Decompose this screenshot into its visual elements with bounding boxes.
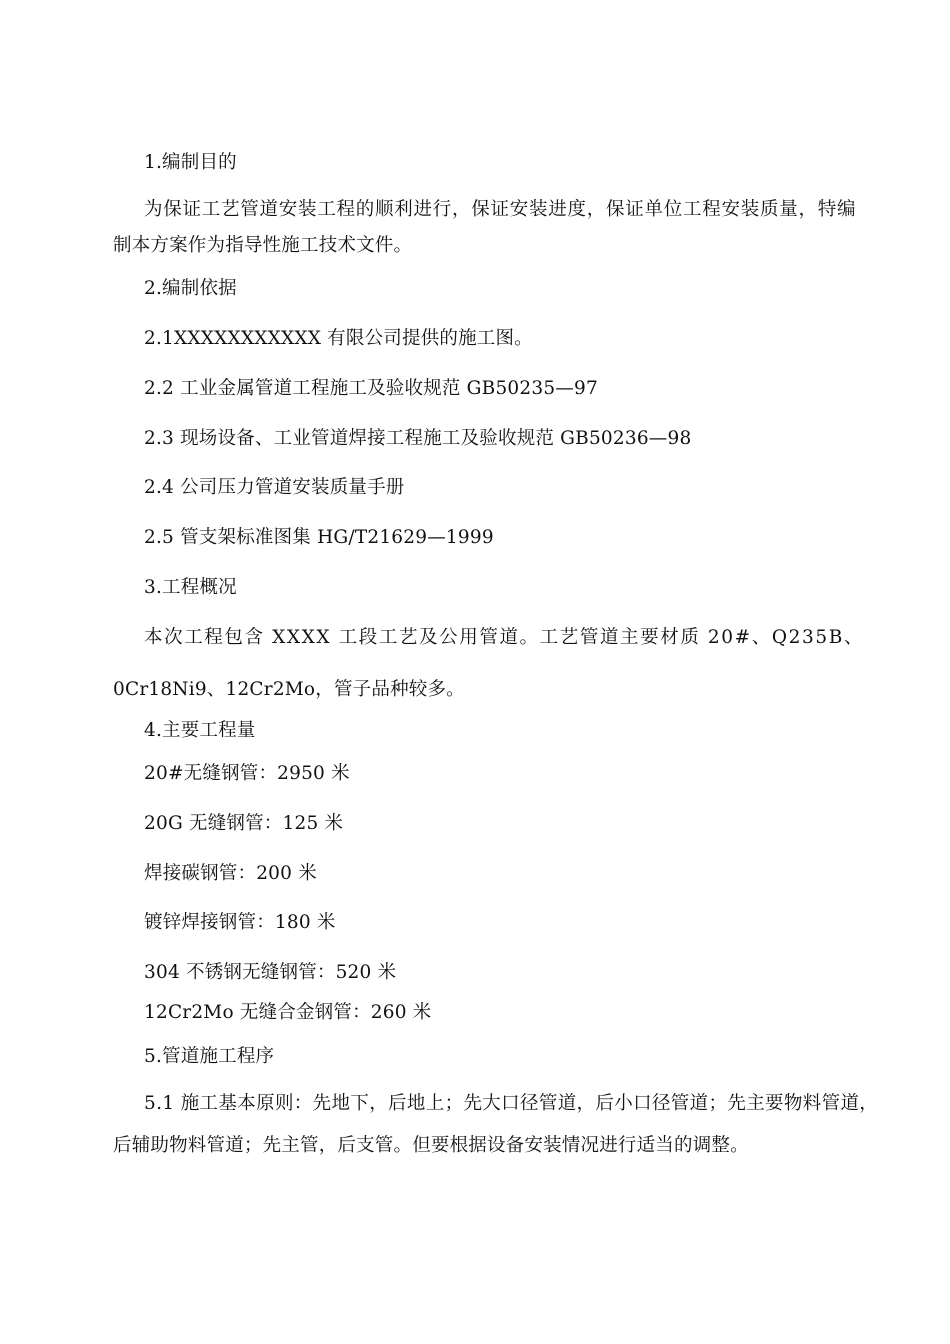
section-2-3: 2.3 现场设备、工业管道焊接工程施工及验收规范 GB50236—98 (144, 428, 692, 449)
section-3-paragraph-line-1: 本次工程包含 XXXX 工段工艺及公用管道。工艺管道主要材质 20#、Q235B、 (144, 627, 865, 648)
quantity-item-1: 20#无缝钢管：2950 米 (144, 763, 350, 784)
section-2-4: 2.4 公司压力管道安装质量手册 (144, 477, 405, 498)
section-1-paragraph-line-1: 为保证工艺管道安装工程的顺利进行，保证安装进度，保证单位工程安装质量，特编 (144, 199, 857, 220)
section-1-paragraph-line-2: 制本方案作为指导性施工技术文件。 (113, 235, 413, 256)
section-2-2: 2.2 工业金属管道工程施工及验收规范 GB50235—97 (144, 378, 598, 399)
section-5-heading: 5.管道施工程序 (144, 1046, 275, 1067)
section-5-1-line-1: 5.1 施工基本原则：先地下，后地上；先大口径管道，后小口径管道；先主要物料管道， (144, 1093, 879, 1114)
section-5-1-line-2: 后辅助物料管道；先主管，后支管。但要根据设备安装情况进行适当的调整。 (113, 1135, 749, 1156)
section-3-paragraph-line-2: 0Cr18Ni9、12Cr2Mo，管子品种较多。 (113, 679, 465, 700)
quantity-item-3: 焊接碳钢管：200 米 (144, 863, 317, 884)
section-2-1: 2.1XXXXXXXXXXX 有限公司提供的施工图。 (144, 328, 533, 349)
section-3-heading: 3.工程概况 (144, 577, 237, 598)
section-2-heading: 2.编制依据 (144, 278, 237, 299)
quantity-item-5: 304 不锈钢无缝钢管：520 米 (144, 962, 397, 983)
section-1-heading: 1.编制目的 (144, 152, 237, 173)
section-4-heading: 4.主要工程量 (144, 720, 256, 741)
quantity-item-2: 20G 无缝钢管：125 米 (144, 813, 344, 834)
section-2-5: 2.5 管支架标准图集 HG/T21629—1999 (144, 527, 494, 548)
quantity-item-6: 12Cr2Mo 无缝合金钢管：260 米 (144, 1002, 432, 1023)
quantity-item-4: 镀锌焊接钢管：180 米 (144, 912, 336, 933)
